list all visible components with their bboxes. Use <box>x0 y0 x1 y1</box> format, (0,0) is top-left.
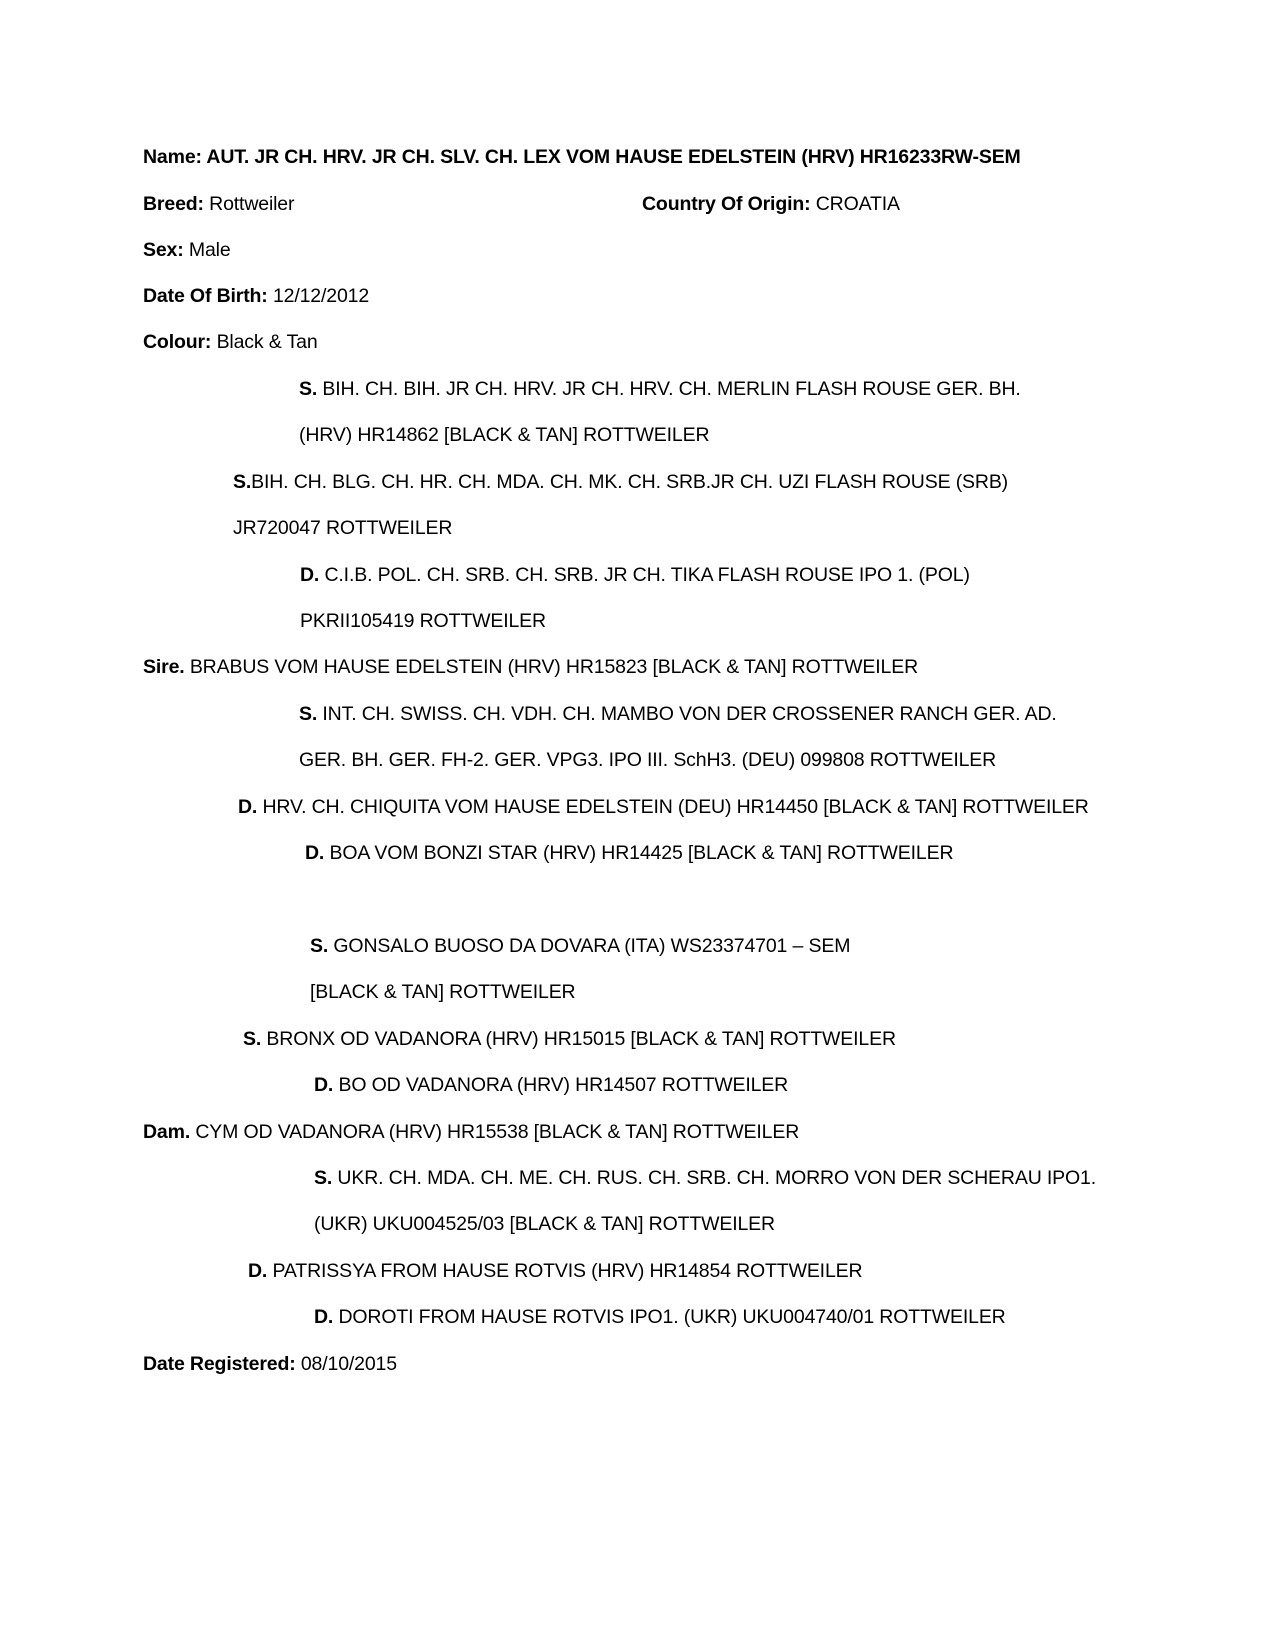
entry-text: PATRISSYA FROM HAUSE ROTVIS (HRV) HR14854 ROTTWEILER <box>272 1260 863 1282</box>
entry-text: (HRV) HR14862 [BLACK & TAN] ROTTWEILER <box>299 424 710 446</box>
entry-prefix: D. <box>305 842 325 864</box>
pedigree-entry-sire-dg-s-cont <box>299 748 996 772</box>
pedigree-entry-sire-gg-s-cont <box>299 423 709 447</box>
dob-label: Date Of Birth: <box>143 285 268 307</box>
entry-prefix: D. <box>248 1260 268 1282</box>
dob-value: 12/12/2012 <box>272 285 370 307</box>
pedigree-entry-dam-sg-s-cont <box>310 980 575 1004</box>
sex-value: Male <box>188 239 231 261</box>
entry-text: BO OD VADANORA (HRV) HR14507 ROTTWEILER <box>338 1074 789 1096</box>
entry-text: [BLACK & TAN] ROTTWEILER <box>310 981 576 1003</box>
breed-label: Breed: <box>143 193 204 215</box>
registered-label: Date Registered: <box>143 1353 296 1375</box>
pedigree-entry-sire-dg-s <box>299 702 1057 726</box>
entry-text: UKR. CH. MDA. CH. ME. CH. RUS. CH. SRB. CH. MORRO VON DER SCHERAU IPO1. <box>337 1167 1096 1189</box>
entry-text: BRABUS VOM HAUSE EDELSTEIN (HRV) HR15823 [BLACK & TAN] ROTTWEILER <box>189 656 918 678</box>
entry-text: CYM OD VADANORA (HRV) HR15538 [BLACK & TAN] ROTTWEILER <box>195 1121 800 1143</box>
name-label: Name: <box>143 146 202 168</box>
pedigree-entry-dam-dg-d <box>314 1305 1006 1329</box>
entry-text: INT. CH. SWISS. CH. VDH. CH. MAMBO VON DER CROSSENER RANCH GER. AD. <box>322 703 1057 725</box>
entry-prefix: D. <box>314 1074 334 1096</box>
registered-value: 08/10/2015 <box>300 1353 397 1375</box>
pedigree-entry-sire-gg-d-cont <box>300 609 546 633</box>
entry-text: DOROTI FROM HAUSE ROTVIS IPO1. (UKR) UKU004740/01 ROTTWEILER <box>338 1306 1006 1328</box>
country-value: CROATIA <box>815 193 900 215</box>
entry-prefix: D. <box>300 564 320 586</box>
breed-value: Rottweiler <box>209 193 295 215</box>
entry-text: GER. BH. GER. FH-2. GER. VPG3. IPO III. SchH3. (DEU) 099808 ROTTWEILER <box>299 749 997 771</box>
pedigree-entry-dam-sg-d <box>314 1073 788 1097</box>
sex-label: Sex: <box>143 239 184 261</box>
dog-name: AUT. JR CH. HRV. JR CH. SLV. CH. LEX VOM HAUSE EDELSTEIN (HRV) HR16233RW-SEM <box>206 146 1021 168</box>
entry-text: C.I.B. POL. CH. SRB. CH. SRB. JR CH. TIKA FLASH ROUSE IPO 1. (POL) <box>324 564 970 586</box>
entry-text: GONSALO BUOSO DA DOVARA (ITA) WS23374701 – SEM <box>333 935 851 957</box>
entry-text: BIH. CH. BLG. CH. HR. CH. MDA. CH. MK. CH. SRB.JR CH. UZI FLASH ROUSE (SRB) <box>251 471 1009 493</box>
date-registered-line <box>143 1352 397 1376</box>
breed-line <box>143 192 294 216</box>
pedigree-entry-sire-g-s <box>233 470 1008 494</box>
pedigree-entry-sire-gg-s <box>299 377 1021 401</box>
sex-line <box>143 238 231 262</box>
dog-name-line <box>143 145 1021 169</box>
entry-text: BIH. CH. BIH. JR CH. HRV. JR CH. HRV. CH. MERLIN FLASH ROUSE GER. BH. <box>322 378 1021 400</box>
entry-prefix: S. <box>243 1028 262 1050</box>
colour-label: Colour: <box>143 331 212 353</box>
entry-prefix: D. <box>314 1306 334 1328</box>
entry-prefix: S. <box>310 935 329 957</box>
entry-prefix: S. <box>299 703 318 725</box>
entry-text: HRV. CH. CHIQUITA VOM HAUSE EDELSTEIN (DEU) HR14450 [BLACK & TAN] ROTTWEILER <box>262 796 1089 818</box>
colour-value: Black & Tan <box>216 331 318 353</box>
colour-line <box>143 330 318 354</box>
entry-prefix: D. <box>238 796 258 818</box>
entry-text: PKRII105419 ROTTWEILER <box>300 610 546 632</box>
pedigree-entry-sire-gg-d <box>300 563 970 587</box>
pedigree-entry-sire <box>143 655 918 679</box>
pedigree-entry-dam-g-d <box>248 1259 862 1283</box>
entry-prefix: Sire. <box>143 656 185 678</box>
pedigree-entry-dam <box>143 1120 799 1144</box>
entry-text: BOA VOM BONZI STAR (HRV) HR14425 [BLACK & TAN] ROTTWEILER <box>329 842 954 864</box>
entry-text: JR720047 ROTTWEILER <box>233 517 453 539</box>
entry-text: BRONX OD VADANORA (HRV) HR15015 [BLACK & TAN] ROTTWEILER <box>266 1028 896 1050</box>
pedigree-entry-sire-g-d <box>238 795 1089 819</box>
entry-prefix: S. <box>299 378 318 400</box>
entry-prefix: S. <box>233 471 252 493</box>
country-line <box>642 192 900 216</box>
entry-prefix: Dam. <box>143 1121 191 1143</box>
country-label: Country Of Origin: <box>642 193 811 215</box>
pedigree-entry-dam-g-s <box>243 1027 896 1051</box>
pedigree-entry-dam-sg-s <box>310 934 850 958</box>
pedigree-entry-sire-g-s-cont <box>233 516 452 540</box>
dob-line <box>143 284 369 308</box>
pedigree-entry-sire-dg-d <box>305 841 953 865</box>
entry-text: (UKR) UKU004525/03 [BLACK & TAN] ROTTWEILER <box>314 1213 775 1235</box>
entry-prefix: S. <box>314 1167 333 1189</box>
pedigree-entry-dam-dg-s-cont <box>314 1212 775 1236</box>
pedigree-entry-dam-dg-s <box>314 1166 1096 1190</box>
